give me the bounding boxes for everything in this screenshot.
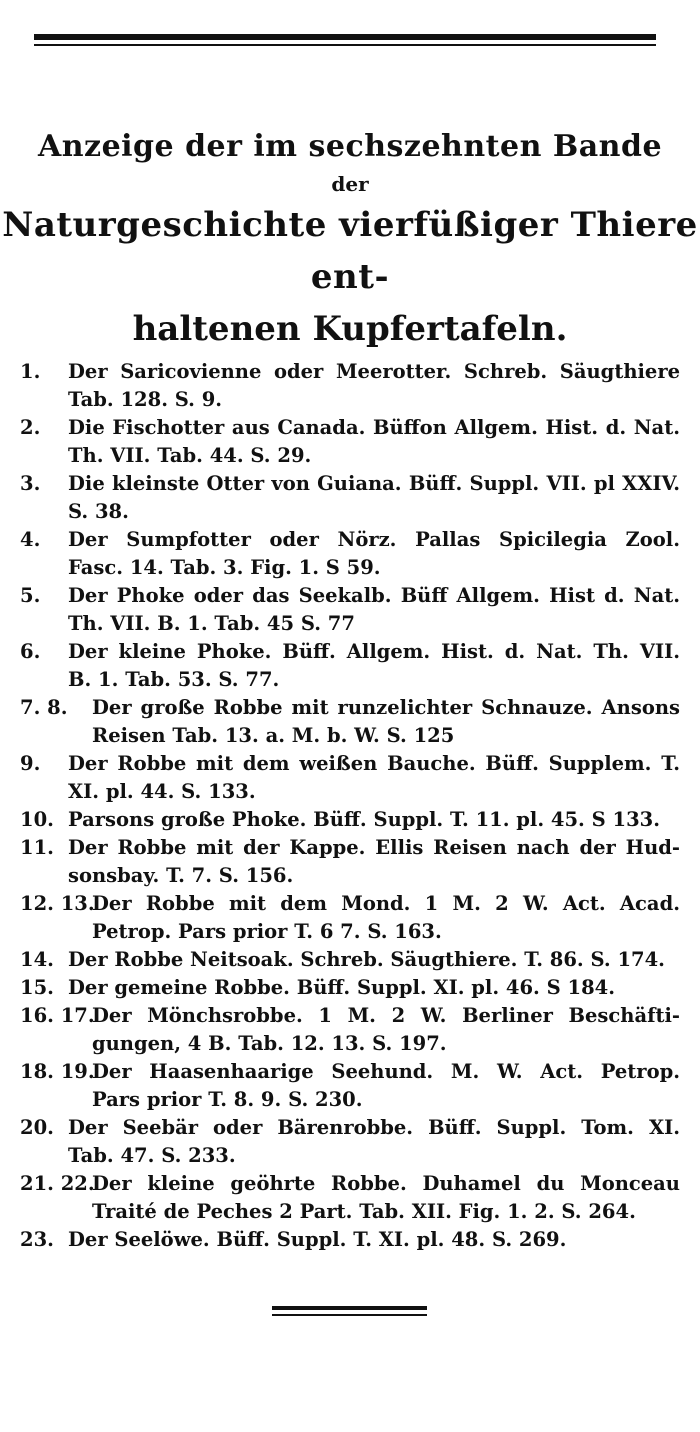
plate-entry	[20, 1226, 680, 1254]
plate-number: 2.	[20, 416, 41, 439]
plate-description-line: Der Seelöwe. Büff. Suppl. T. XI. pl. 48. S. 269.	[68, 1228, 567, 1251]
plate-entry	[20, 750, 680, 806]
plate-entry	[20, 638, 680, 694]
plate-description	[92, 1058, 680, 1114]
plate-number: 21. 22.	[20, 1172, 95, 1195]
plate-description	[68, 1114, 680, 1170]
plate-entry	[20, 1058, 680, 1114]
plate-description-line: Der Seebär oder Bärenrobbe. Büff. Suppl. Tom. XI.	[68, 1116, 680, 1139]
heading-line-1: Anzeige der im sechszehnten Bande	[37, 129, 663, 164]
page-heading	[0, 125, 700, 355]
plate-description	[68, 470, 680, 526]
plate-entry	[20, 1114, 680, 1170]
plate-number: 16. 17.	[20, 1004, 95, 1027]
plate-number: 20.	[20, 1116, 54, 1139]
heading-line-4: haltenen Kupfertafeln.	[132, 309, 568, 349]
bottom-double-rule	[272, 1306, 427, 1310]
plate-description-line: Der Robbe mit dem weißen Bauche. Büff. Supplem. T.	[68, 752, 680, 775]
plate-number: 11.	[20, 836, 54, 859]
plate-description-line: Traité de Peches 2 Part. Tab. XII. Fig. 1. 2. S. 264.	[92, 1200, 636, 1223]
plate-number: 15.	[20, 976, 54, 999]
plate-description	[68, 582, 680, 638]
plate-description-line: Th. VII. Tab. 44. S. 29.	[68, 444, 312, 467]
plate-number: 5.	[20, 584, 41, 607]
plate-description-line: S. 38.	[68, 500, 129, 523]
plate-number: 4.	[20, 528, 41, 551]
plate-entry	[20, 694, 680, 750]
plate-description-line: Der Robbe mit dem Mond. 1 M. 2 W. Act. Acad.	[92, 892, 680, 915]
heading-line-3: Naturgeschichte vierfüßiger Thiere ent-	[2, 205, 698, 297]
plate-description-line: Der Mönchsrobbe. 1 M. 2 W. Berliner Beschäfti-	[92, 1004, 680, 1027]
plate-number: 9.	[20, 752, 41, 775]
plate-number: 12. 13.	[20, 892, 95, 915]
plate-description-line: Pars prior T. 8. 9. S. 230.	[92, 1088, 363, 1111]
plate-description	[68, 834, 680, 890]
top-double-rule-thin	[34, 44, 656, 46]
plate-description-line: Der große Robbe mit runzelichter Schnauze. Ansons	[92, 696, 680, 719]
plate-description-line: Der Sumpfotter oder Nörz. Pallas Spicilegia Zool.	[68, 528, 680, 551]
plate-description-line: Der Robbe Neitsoak. Schreb. Säugthiere. T. 86. S. 174.	[68, 948, 665, 971]
plate-description-line: Petrop. Pars prior T. 6 7. S. 163.	[92, 920, 442, 943]
plate-description-line: XI. pl. 44. S. 133.	[68, 780, 256, 803]
plate-number: 7. 8.	[20, 696, 68, 719]
plate-entry	[20, 1002, 680, 1058]
plate-description-line: gungen, 4 B. Tab. 12. 13. S. 197.	[92, 1032, 447, 1055]
plate-description-line: Der Robbe mit der Kappe. Ellis Reisen nach der Hud-	[68, 836, 680, 859]
plate-description-line: Tab. 47. S. 233.	[68, 1144, 236, 1167]
plate-entry	[20, 470, 680, 526]
plate-description-line: Parsons große Phoke. Büff. Suppl. T. 11. pl. 45. S 133.	[68, 808, 660, 831]
plate-description-line: Der Saricovienne oder Meerotter. Schreb. Säugthiere	[68, 360, 680, 383]
plate-number: 1.	[20, 360, 41, 383]
plate-description-line: Reisen Tab. 13. a. M. b. W. S. 125	[92, 724, 455, 747]
plate-entry	[20, 834, 680, 890]
plate-description-line: Die kleinste Otter von Guiana. Büff. Suppl. VII. pl XXIV.	[68, 472, 680, 495]
plate-entry	[20, 890, 680, 946]
plate-description	[68, 1226, 680, 1254]
plate-number: 3.	[20, 472, 41, 495]
plate-entry	[20, 974, 680, 1002]
plate-entry	[20, 582, 680, 638]
plate-entry	[20, 414, 680, 470]
plate-description-line: Th. VII. B. 1. Tab. 45 S. 77	[68, 612, 355, 635]
heading-line-2: der	[331, 172, 369, 196]
plate-description-line: Der kleine Phoke. Büff. Allgem. Hist. d. Nat. Th. VII.	[68, 640, 680, 663]
plate-description	[92, 890, 680, 946]
plate-description	[68, 414, 680, 470]
plate-description-line: B. 1. Tab. 53. S. 77.	[68, 668, 280, 691]
plate-description-line: Der gemeine Robbe. Büff. Suppl. XI. pl. 46. S 184.	[68, 976, 615, 999]
plate-number: 14.	[20, 948, 54, 971]
plate-number: 18. 19.	[20, 1060, 95, 1083]
plate-description	[68, 946, 680, 974]
plate-description-line: Tab. 128. S. 9.	[68, 388, 223, 411]
plate-description-line: Der Phoke oder das Seekalb. Büff Allgem. Hist d. Nat.	[68, 584, 680, 607]
plate-description-line: Der kleine geöhrte Robbe. Duhamel du Monceau	[92, 1172, 680, 1195]
plate-entry	[20, 1170, 680, 1226]
plate-description	[68, 974, 680, 1002]
plate-description	[92, 1002, 680, 1058]
plate-description-line: Die Fischotter aus Canada. Büffon Allgem. Hist. d. Nat.	[68, 416, 680, 439]
bottom-double-rule-thin	[272, 1314, 427, 1316]
plate-description-line: Fasc. 14. Tab. 3. Fig. 1. S 59.	[68, 556, 381, 579]
plate-description	[68, 638, 680, 694]
plate-description-line: Der Haasenhaarige Seehund. M. W. Act. Petrop.	[92, 1060, 680, 1083]
plate-number: 23.	[20, 1228, 54, 1251]
plate-entry	[20, 358, 680, 414]
top-double-rule	[34, 34, 656, 40]
plate-description-line: sonsbay. T. 7. S. 156.	[68, 864, 294, 887]
plate-description	[68, 806, 680, 834]
plate-description	[92, 694, 680, 750]
plate-description	[68, 526, 680, 582]
plate-number: 6.	[20, 640, 41, 663]
plate-entry	[20, 806, 680, 834]
plate-description	[92, 1170, 680, 1226]
plate-description	[68, 750, 680, 806]
plate-description	[68, 358, 680, 414]
plate-entry	[20, 526, 680, 582]
plate-number: 10.	[20, 808, 54, 831]
plate-index-list	[20, 358, 680, 1254]
plate-entry	[20, 946, 680, 974]
